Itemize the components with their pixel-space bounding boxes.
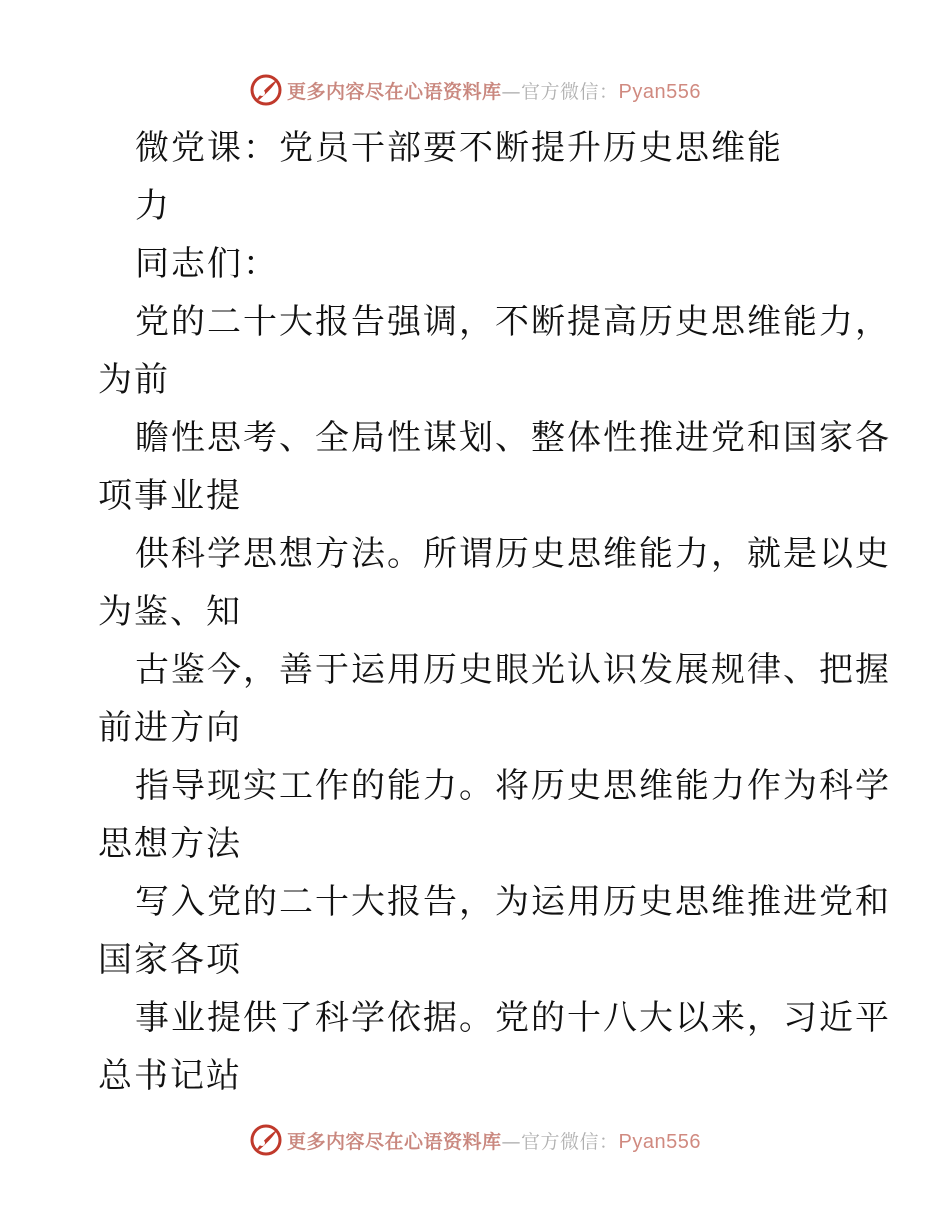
watermark-main-text: 更多内容尽在心语资料库 xyxy=(287,1130,502,1153)
salutation: 同志们： xyxy=(135,244,279,284)
paragraph-line: 前进方向 xyxy=(98,708,242,748)
paragraph-line: 瞻性思考、全局性谋划、整体性推进党和国家各 xyxy=(135,418,891,458)
watermark-separator: — xyxy=(501,80,522,103)
watermark-main-text: 更多内容尽在心语资料库 xyxy=(287,80,502,103)
paragraph-line: 供科学思想方法。所谓历史思维能力，就是以史 xyxy=(135,534,891,574)
watermark-wechat-id: Pyan556 xyxy=(618,1130,701,1153)
paragraph-line: 为前 xyxy=(98,360,170,400)
paragraph-line: 党的二十大报告强调，不断提高历史思维能力， xyxy=(135,302,891,342)
paragraph-line: 项事业提 xyxy=(98,476,242,516)
watermark-wechat-id: Pyan556 xyxy=(618,80,701,103)
document-title-line-2: 力 xyxy=(135,186,171,226)
paragraph-line: 思想方法 xyxy=(98,824,242,864)
paragraph-line: 指导现实工作的能力。将历史思维能力作为科学 xyxy=(135,766,891,806)
watermark-separator: — xyxy=(501,1130,522,1153)
footer-watermark xyxy=(0,1120,950,1160)
paragraph-line: 国家各项 xyxy=(98,940,242,980)
paragraph-line: 总书记站 xyxy=(98,1056,242,1096)
watermark-wechat-label: 官方微信： xyxy=(521,1130,619,1153)
paragraph-line: 为鉴、知 xyxy=(98,592,242,632)
watermark-wechat-label: 官方微信： xyxy=(521,80,619,103)
paragraph-line: 事业提供了科学依据。党的十八大以来，习近平 xyxy=(135,998,891,1038)
paragraph-line: 古鉴今，善于运用历史眼光认识发展规律、把握 xyxy=(135,650,891,690)
quill-seal-icon xyxy=(249,1123,283,1157)
paragraph-line: 写入党的二十大报告，为运用历史思维推进党和 xyxy=(135,882,891,922)
document-title-line-1: 微党课：党员干部要不断提升历史思维能 xyxy=(135,128,783,168)
